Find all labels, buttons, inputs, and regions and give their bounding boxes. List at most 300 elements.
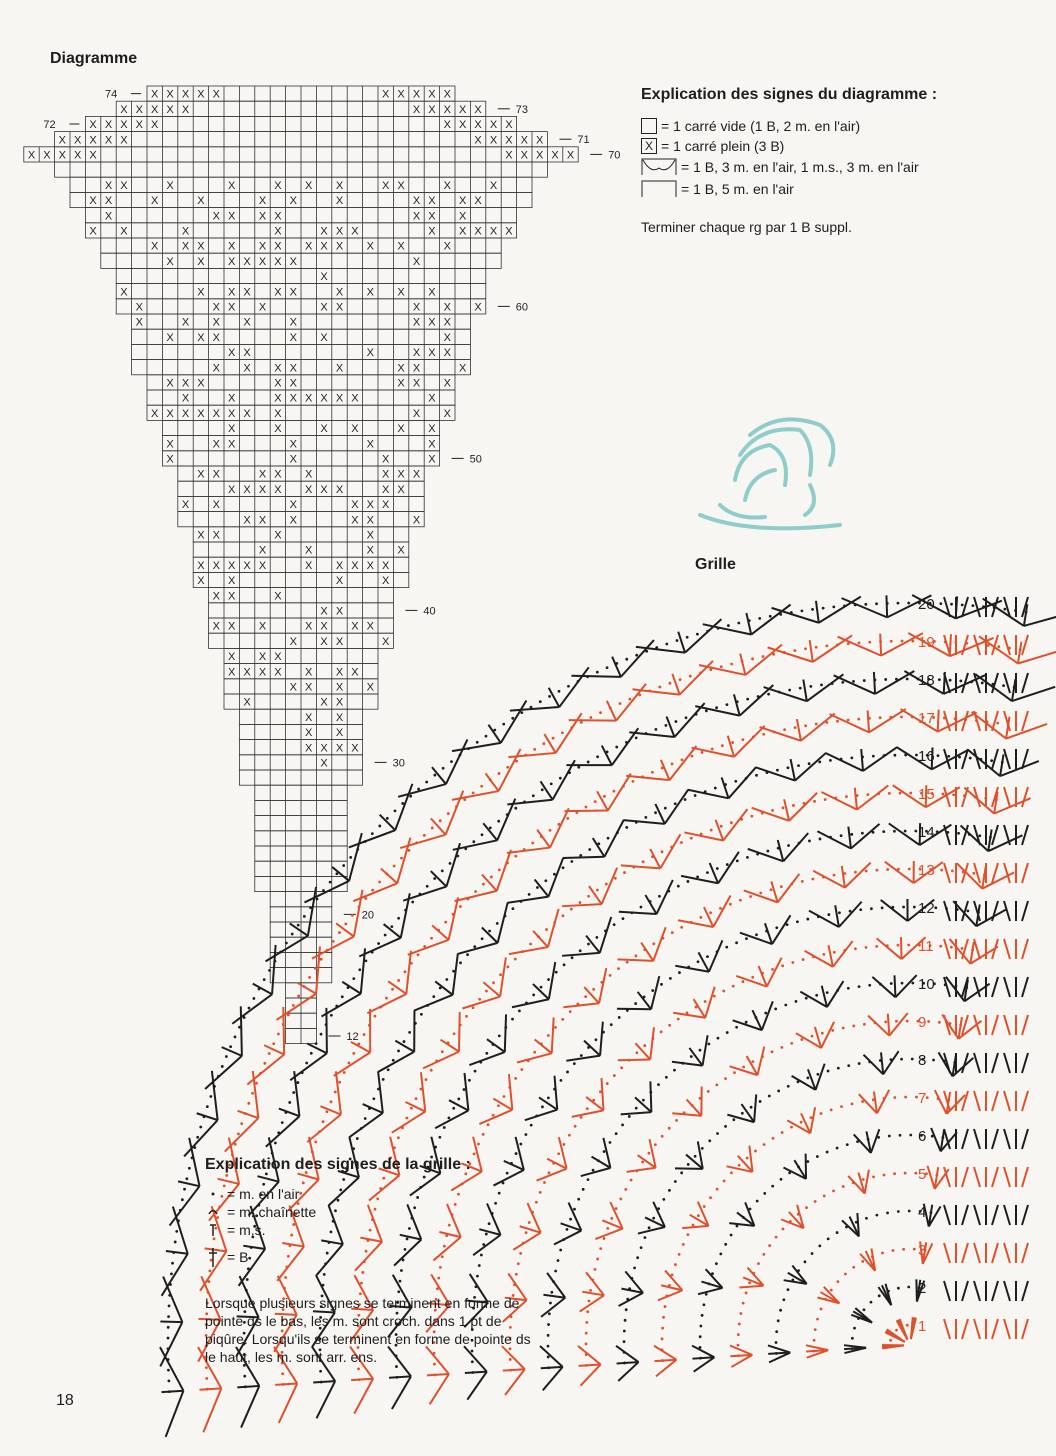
filled-square-mark: X — [320, 620, 328, 633]
filled-square-mark: X — [104, 134, 113, 147]
grille-round-label: 15 — [918, 786, 935, 803]
filled-square-mark: X — [104, 195, 113, 208]
filled-square-mark: X — [459, 225, 467, 238]
filled-square-mark: X — [320, 483, 328, 496]
filled-square-mark: X — [228, 666, 236, 679]
filled-square-mark: X — [197, 255, 205, 268]
filled-square-mark: X — [274, 286, 282, 299]
filled-square-mark: X — [228, 179, 236, 192]
filled-square-mark: X — [74, 149, 82, 162]
filled-square-mark: X — [120, 134, 128, 147]
filled-square-mark: X — [181, 103, 190, 116]
filled-square-mark: X — [181, 88, 190, 101]
filled-square-mark: X — [443, 331, 451, 344]
filled-square-mark: X — [58, 134, 66, 147]
filled-square-mark: X — [151, 195, 159, 208]
filled-square-mark: X — [289, 362, 297, 375]
filled-square-mark: X — [166, 255, 174, 268]
filled-square-mark: X — [212, 620, 220, 633]
diagram-row-label: 60 — [515, 301, 529, 314]
filled-square-mark: X — [181, 316, 190, 329]
filled-square-mark: X — [335, 483, 344, 496]
filled-square-mark: X — [428, 286, 436, 299]
filled-square-mark: X — [351, 392, 359, 405]
filled-square-mark: X — [305, 544, 313, 557]
filled-square-mark: X — [274, 468, 282, 481]
filled-square-mark: X — [243, 316, 251, 329]
filled-square-mark: X — [335, 179, 344, 192]
filled-square-mark: X — [212, 316, 220, 329]
filled-square-mark: X — [366, 681, 374, 694]
filled-square-mark: X — [104, 179, 113, 192]
filled-square-mark: X — [397, 423, 405, 436]
filled-square-mark: X — [335, 742, 344, 755]
filled-square-mark: X — [443, 407, 451, 420]
filled-square-mark: X — [320, 240, 328, 253]
filled-square-mark: X — [428, 195, 436, 208]
filled-square-mark: X — [397, 286, 405, 299]
filled-square-mark: X — [366, 620, 374, 633]
filled-square-mark: X — [459, 210, 467, 223]
filled-square-mark: X — [274, 423, 282, 436]
grille-round-label: 7 — [918, 1090, 927, 1107]
arch-square-icon — [641, 158, 677, 176]
filled-square-mark: X — [305, 483, 313, 496]
filled-square-mark: X — [366, 499, 374, 512]
filled-square-mark: X — [212, 590, 220, 603]
filled-square-mark: X — [305, 711, 313, 724]
filled-square-mark: X — [151, 88, 159, 101]
filled-square-mark: X — [305, 240, 313, 253]
filled-square-mark: X — [212, 499, 220, 512]
filled-square-mark: X — [335, 666, 344, 679]
filled-square-mark: X — [228, 255, 236, 268]
filled-square-mark: X — [320, 331, 328, 344]
filled-square-mark: X — [305, 742, 313, 755]
filled-square-mark: X — [459, 119, 467, 132]
filled-square-mark: X — [412, 347, 421, 360]
filled-square-icon: X — [641, 138, 657, 154]
slip-stitch-icon — [207, 1204, 223, 1220]
filled-square-mark: X — [258, 514, 267, 527]
filled-square-mark: X — [489, 225, 498, 238]
legend-single-crochet: = m.s. — [207, 1222, 316, 1238]
filled-square-mark: X — [335, 681, 344, 694]
filled-square-mark: X — [320, 423, 328, 436]
filled-square-mark: X — [274, 483, 282, 496]
legend-double-crochet: = B — [207, 1246, 316, 1268]
filled-square-mark: X — [412, 377, 421, 390]
filled-square-mark: X — [320, 635, 328, 648]
filled-square-mark: X — [305, 468, 313, 481]
filled-square-mark: X — [228, 620, 236, 633]
filled-square-mark: X — [474, 103, 482, 116]
filled-square-mark: X — [120, 119, 128, 132]
diagram-legend — [641, 118, 919, 198]
filled-square-mark: X — [428, 103, 436, 116]
grille-round-label: 11 — [918, 938, 934, 955]
filled-square-mark: X — [135, 316, 143, 329]
filled-square-mark: X — [489, 134, 498, 147]
filled-square-mark: X — [536, 149, 544, 162]
grille-round-label: 19 — [918, 634, 935, 651]
filled-square-mark: X — [428, 88, 436, 101]
filled-square-mark: X — [335, 240, 344, 253]
filled-square-mark: X — [335, 575, 344, 588]
filled-square-mark: X — [197, 377, 205, 390]
filled-square-mark: X — [258, 240, 267, 253]
filled-square-mark: X — [443, 301, 451, 314]
grille-round-label: 16 — [918, 748, 935, 765]
filled-square-mark: X — [197, 407, 205, 420]
filled-square-mark: X — [274, 529, 282, 542]
filled-square-mark: X — [274, 240, 282, 253]
filled-square-mark: X — [166, 438, 174, 451]
filled-square-mark: X — [274, 666, 282, 679]
filled-square-mark: X — [104, 119, 113, 132]
filled-square-mark: X — [289, 635, 297, 648]
crochet-grille — [470, 570, 1030, 1400]
filled-square-mark: X — [166, 377, 174, 390]
filled-square-mark: X — [212, 468, 220, 481]
filled-square-mark: X — [181, 377, 190, 390]
grille-round-label: 2 — [918, 1280, 927, 1297]
filled-square-mark: X — [212, 529, 220, 542]
filled-square-mark: X — [74, 134, 82, 147]
filled-square-mark: X — [428, 392, 436, 405]
filled-square-mark: X — [459, 195, 467, 208]
diagram-row-label: 30 — [392, 757, 405, 770]
filled-square-mark: X — [428, 316, 436, 329]
filled-square-mark: X — [151, 407, 159, 420]
filled-square-mark: X — [289, 377, 297, 390]
filled-square-mark: X — [228, 483, 236, 496]
filled-square-mark: X — [412, 255, 421, 268]
filled-square-mark: X — [258, 301, 267, 314]
legend-empty-square: = 1 carré vide (1 B, 2 m. en l'air) — [641, 118, 919, 134]
filled-square-mark: X — [212, 331, 220, 344]
filled-square-mark: X — [428, 210, 436, 223]
filled-square-mark: X — [335, 605, 344, 618]
filled-square-mark: X — [474, 301, 482, 314]
filled-square-mark: X — [335, 195, 344, 208]
filled-square-mark: X — [428, 347, 436, 360]
filled-square-mark: X — [151, 103, 159, 116]
filled-square-mark: X — [228, 392, 236, 405]
filled-square-mark: X — [305, 727, 313, 740]
filled-square-mark: X — [274, 225, 282, 238]
filled-square-mark: X — [274, 362, 282, 375]
grille-round-label: 4 — [918, 1204, 927, 1221]
filled-square-mark: X — [274, 651, 282, 664]
dot-icon — [207, 1186, 223, 1202]
filled-square-mark: X — [212, 438, 220, 451]
filled-square-mark: X — [166, 88, 174, 101]
filled-square-mark: X — [274, 392, 282, 405]
filled-square-mark: X — [489, 119, 498, 132]
filled-square-mark: X — [228, 347, 236, 360]
filled-square-mark: X — [258, 195, 267, 208]
filled-square-mark: X — [305, 681, 313, 694]
filled-square-mark: X — [27, 149, 36, 162]
filled-square-mark: X — [412, 103, 421, 116]
filled-square-mark: X — [151, 119, 159, 132]
filled-square-mark: X — [120, 225, 128, 238]
filled-square-mark: X — [181, 225, 190, 238]
filled-square-mark: X — [412, 301, 421, 314]
filled-square-mark: X — [104, 210, 113, 223]
filled-square-mark: X — [382, 559, 390, 572]
filled-square-mark: X — [382, 453, 390, 466]
filled-square-mark: X — [459, 103, 467, 116]
filled-square-mark: X — [366, 559, 374, 572]
filled-square-mark: X — [228, 301, 236, 314]
filled-square-mark: X — [243, 255, 251, 268]
filled-square-mark: X — [366, 544, 374, 557]
filled-square-mark: X — [243, 483, 251, 496]
filled-square-mark: X — [382, 88, 390, 101]
filled-square-mark: X — [258, 620, 267, 633]
filled-square-mark: X — [258, 544, 267, 557]
filled-square-mark: X — [397, 377, 405, 390]
filled-square-mark: X — [397, 544, 405, 557]
filled-square-mark: X — [305, 392, 313, 405]
filled-square-mark: X — [351, 742, 359, 755]
diagram-row-label: 73 — [515, 103, 529, 116]
diagram-row-label: 71 — [577, 134, 590, 147]
filled-square-mark: X — [289, 195, 297, 208]
filled-square-mark: X — [258, 468, 267, 481]
filled-square-mark: X — [212, 301, 220, 314]
grille-explanation: Lorsque plusieurs signes se terminent en forme de pointe ds le bas, les m. sont croch. dans 1 pt de piqûre. Lorsqu'ils se terminent en forme de pointe ds le haut, les m. sont arr. ens. — [205, 1295, 531, 1365]
filled-square-mark: X — [289, 316, 297, 329]
filled-square-mark: X — [443, 103, 451, 116]
grille-title: Grille — [695, 556, 736, 573]
grille-round-label: 14 — [918, 824, 935, 841]
filled-square-mark: X — [181, 499, 190, 512]
diagram-legend-title: Explication des signes du diagramme : — [641, 86, 938, 103]
filled-square-mark: X — [428, 438, 436, 451]
filled-square-mark: X — [243, 666, 251, 679]
filled-square-mark: X — [443, 119, 451, 132]
filled-square-mark: X — [212, 210, 220, 223]
filled-square-mark: X — [305, 179, 313, 192]
legend-slip-stitch: = m. chaînette — [207, 1204, 316, 1220]
filled-square-mark: X — [382, 499, 390, 512]
diagram-row-label: 20 — [361, 909, 375, 922]
filled-square-mark: X — [197, 575, 205, 588]
single-crochet-icon — [207, 1222, 223, 1238]
grille-round-label: 20 — [918, 596, 935, 613]
filled-square-mark: X — [443, 88, 451, 101]
filled-square-mark: X — [289, 286, 297, 299]
diagram-row-label: 12 — [346, 1031, 359, 1043]
grille-legend — [207, 1186, 316, 1268]
diagram-row-label: 74 — [105, 88, 118, 101]
filled-square-mark: X — [228, 286, 236, 299]
filled-square-mark: X — [320, 271, 328, 284]
filled-square-mark: X — [258, 483, 267, 496]
filled-square-mark: X — [289, 453, 297, 466]
filled-square-mark: X — [212, 407, 220, 420]
grille-round-label: 17 — [918, 710, 935, 727]
filled-square-mark: X — [474, 195, 482, 208]
filled-square-mark: X — [443, 316, 451, 329]
filled-square-mark: X — [335, 727, 344, 740]
filled-square-mark: X — [274, 255, 282, 268]
filled-square-mark: X — [166, 179, 174, 192]
filled-square-mark: X — [320, 301, 328, 314]
grille-round-label: 13 — [918, 862, 935, 879]
filled-square-mark: X — [289, 514, 297, 527]
filled-square-mark: X — [505, 119, 513, 132]
filled-square-mark: X — [366, 529, 374, 542]
filled-square-mark: X — [459, 362, 467, 375]
filled-square-mark: X — [228, 240, 236, 253]
filled-square-mark: X — [335, 635, 344, 648]
filled-square-mark: X — [320, 757, 328, 770]
filled-square-mark: X — [243, 362, 251, 375]
filled-square-mark: X — [335, 301, 344, 314]
filled-square-mark: X — [366, 286, 374, 299]
filled-square-mark: X — [305, 620, 313, 633]
filled-square-mark: X — [289, 681, 297, 694]
filled-square-mark: X — [89, 225, 97, 238]
filled-square-mark: X — [351, 666, 359, 679]
diagram-row-label: 50 — [469, 453, 482, 466]
double-crochet-icon — [207, 1246, 223, 1268]
filled-square-mark: X — [89, 149, 97, 162]
filled-square-mark: X — [351, 620, 359, 633]
filled-square-mark: X — [228, 423, 236, 436]
filled-square-mark: X — [166, 407, 174, 420]
filled-square-mark: X — [135, 103, 143, 116]
grille-round-label: 3 — [918, 1242, 927, 1259]
filled-square-mark: X — [351, 514, 359, 527]
legend-filled-square: X = 1 carré plein (3 B) — [641, 138, 919, 154]
legend-long-square: = 1 B, 5 m. en l'air — [641, 180, 919, 198]
filled-square-mark: X — [474, 134, 482, 147]
filled-square-mark: X — [243, 696, 251, 709]
grille-round-label: 6 — [918, 1128, 927, 1145]
filled-square-mark: X — [228, 438, 236, 451]
filled-square-mark: X — [382, 468, 390, 481]
empty-square-icon — [641, 118, 657, 134]
grille-legend-title: Explication des signes de la grille : — [205, 1156, 471, 1173]
filled-square-mark: X — [320, 605, 328, 618]
filled-square-mark: X — [320, 696, 328, 709]
long-square-icon — [641, 180, 677, 198]
filled-square-mark: X — [228, 590, 236, 603]
filled-square-mark: X — [505, 225, 513, 238]
filled-square-mark: X — [428, 225, 436, 238]
filled-square-mark: X — [166, 103, 174, 116]
filled-square-mark: X — [520, 134, 528, 147]
filled-square-mark: X — [181, 392, 190, 405]
filled-square-mark: X — [335, 392, 344, 405]
filled-square-mark: X — [351, 225, 359, 238]
filled-square-mark: X — [274, 590, 282, 603]
filled-square-mark: X — [243, 286, 251, 299]
grille-round-label: 5 — [918, 1166, 927, 1183]
filled-square-mark: X — [243, 347, 251, 360]
filled-square-mark: X — [335, 225, 344, 238]
filled-square-mark: X — [228, 651, 236, 664]
filled-square-mark: X — [181, 407, 190, 420]
filled-square-mark: X — [443, 179, 451, 192]
filled-square-mark: X — [412, 362, 421, 375]
filled-square-mark: X — [320, 392, 328, 405]
filled-square-mark: X — [228, 407, 236, 420]
grille-round-label: 9 — [918, 1014, 927, 1031]
filled-square-mark: X — [489, 179, 498, 192]
filled-square-mark: X — [382, 179, 390, 192]
filled-square-mark: X — [258, 255, 267, 268]
filled-square-mark: X — [536, 134, 544, 147]
diagram-row-label: 72 — [43, 119, 56, 131]
filled-square-mark: X — [351, 499, 359, 512]
filled-square-mark: X — [197, 331, 205, 344]
legend-arch-square: = 1 B, 3 m. en l'air, 1 m.s., 3 m. en l'air — [641, 158, 919, 176]
grille-round-label: 12 — [918, 900, 935, 917]
filled-square-mark: X — [274, 210, 282, 223]
filled-square-mark: X — [89, 195, 97, 208]
filled-square-mark: X — [566, 149, 575, 162]
filled-square-mark: X — [366, 438, 374, 451]
filled-square-mark: X — [274, 377, 282, 390]
filled-square-mark: X — [166, 331, 174, 344]
filled-square-mark: X — [58, 149, 66, 162]
filled-square-mark: X — [505, 149, 513, 162]
grille-round-label: 1 — [918, 1318, 927, 1335]
filled-square-mark: X — [197, 468, 205, 481]
filled-square-mark: X — [228, 559, 236, 572]
filled-square-mark: X — [443, 240, 451, 253]
grille-round-label: 18 — [918, 672, 935, 689]
filled-square-mark: X — [351, 423, 359, 436]
filled-square-mark: X — [305, 666, 313, 679]
filled-square-mark: X — [335, 711, 344, 724]
filled-square-mark: X — [135, 301, 143, 314]
filled-square-mark: X — [89, 134, 97, 147]
grille-round-label: 8 — [918, 1052, 927, 1069]
filled-square-mark: X — [289, 392, 297, 405]
filled-square-mark: X — [258, 559, 267, 572]
filled-square-mark: X — [412, 88, 421, 101]
filled-square-mark: X — [366, 514, 374, 527]
filled-square-mark: X — [243, 407, 251, 420]
filled-square-mark: X — [320, 742, 328, 755]
filled-square-mark: X — [351, 559, 359, 572]
filled-square-mark: X — [120, 286, 128, 299]
filled-square-mark: X — [443, 377, 451, 390]
filled-square-mark: X — [243, 514, 251, 527]
filled-square-mark: X — [335, 362, 344, 375]
filled-square-mark: X — [335, 559, 344, 572]
filled-square-mark: X — [474, 119, 482, 132]
filled-square-mark: X — [197, 88, 205, 101]
filled-square-mark: X — [181, 240, 190, 253]
filled-square-mark: X — [89, 119, 97, 132]
filled-square-mark: X — [135, 119, 143, 132]
filled-square-mark: X — [412, 316, 421, 329]
diagram-row-label: 40 — [423, 605, 436, 618]
filled-square-mark: X — [428, 423, 436, 436]
filled-square-mark: X — [412, 195, 421, 208]
filled-square-mark: X — [212, 362, 220, 375]
filled-square-mark: X — [474, 225, 482, 238]
filled-square-mark: X — [397, 88, 405, 101]
